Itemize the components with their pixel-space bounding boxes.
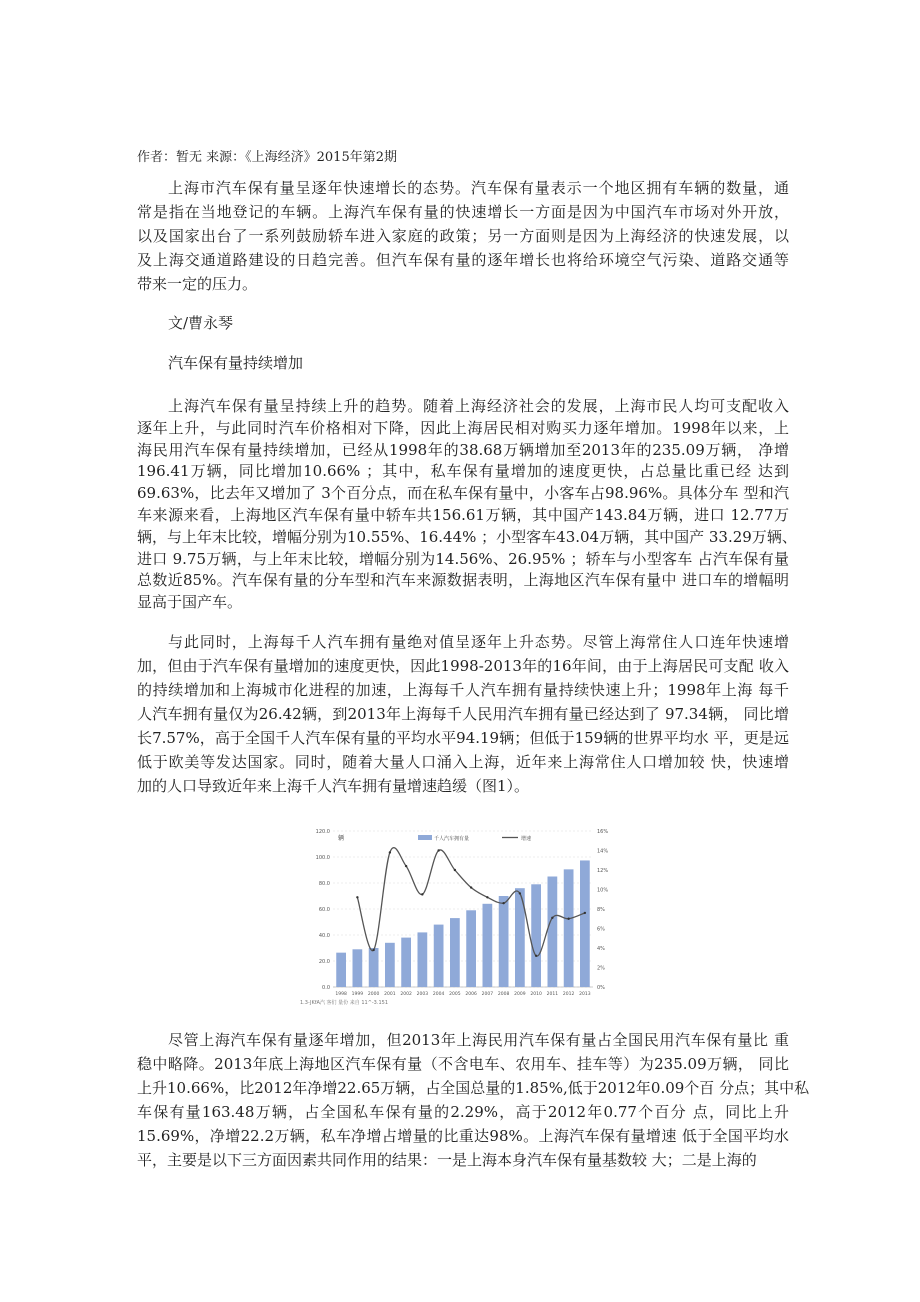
- x-tick-label: 2009: [514, 992, 526, 997]
- paragraph-share: [137, 1028, 810, 1172]
- text-line: 以及国家出台了一系列鼓励轿车进入家庭的政策；另一方面则是因为上海经济的快速发展，以: [137, 227, 789, 245]
- section-heading: 汽车保有量持续增加: [168, 354, 304, 372]
- text-line: 平，主要是以下三方面因素共同作用的结果：一是上海本身汽车保有量基数较 大；二是上海的: [137, 1151, 757, 1169]
- x-tick-label: 2013: [579, 992, 591, 997]
- text-line: 15.69%，净增22.2万辆，私车净增占增量的比重达98%。上海汽车保有量增速 低于全国平均水: [137, 1127, 789, 1145]
- text-line: 常是指在当地登记的车辆。上海汽车保有量的快速增长一方面是因为中国汽车市场对外开放，: [137, 203, 789, 221]
- article-meta: 作者：暂无 来源：《上海经济》2015年第2期: [137, 150, 397, 165]
- x-tick-label: 2000: [367, 992, 380, 997]
- paragraph-intro: [137, 176, 789, 296]
- text-line: 逐年上升，与此同时汽车价格相对下降，因此上海居民相对购买力逐年增加。1998年以来，上: [137, 418, 789, 437]
- bar-2008: [499, 896, 509, 987]
- chart-caption: 1.3-JKfA汽 客们 量份 来自 11^-3.151: [300, 1000, 388, 1006]
- text-line: 显高于国产车。: [137, 593, 243, 612]
- byline: 文/曹永琴: [168, 314, 234, 332]
- x-tick-label: 2010: [530, 992, 542, 997]
- bar-2002: [401, 938, 411, 987]
- growth-point: [470, 886, 472, 888]
- text-line: 及上海交通道路建设的日趋完善。但汽车保有量的逐年增长也将给环境空气污染、道路交通等: [137, 251, 789, 269]
- y-tick-label: 100.0: [315, 855, 330, 861]
- bar-2004: [434, 925, 444, 987]
- text-line: 低于欧美等发达国家。同时，随着大量人口涌入上海，近年来上海常住人口增加较 快，快速增: [137, 753, 789, 771]
- growth-point: [405, 865, 407, 867]
- x-tick-label: 2012: [562, 992, 575, 997]
- growth-point: [502, 902, 504, 904]
- bar-2001: [385, 943, 395, 987]
- y2-tick-label: 12%: [597, 868, 609, 874]
- growth-point: [584, 912, 586, 914]
- text-line: 车保有量163.48万辆，占全国私车保有量的2.29%，高于2012年0.77个百分 点，同比上升: [137, 1103, 789, 1121]
- y-tick-label: 120.0: [315, 829, 330, 835]
- y-tick-label: 20.0: [318, 959, 330, 965]
- text-line: 上海汽车保有量呈持续上升的趋势。随着上海经济社会的发展，上海市民人均可支配收入: [168, 397, 789, 415]
- text-line: 辆，与上年末比较，增幅分别为10.55%、16.44% ；小型客车43.04万辆，其中国产 33.29万辆、: [137, 527, 797, 546]
- text-line: 带来一定的压力。: [137, 275, 258, 293]
- y2-tick-label: 14%: [597, 848, 609, 855]
- text-line: 加的人口导致近年来上海千人汽车拥有量增速趋缓（图1）。: [137, 777, 530, 795]
- unit-label: 辆: [338, 835, 345, 842]
- y2-tick-label: 2%: [597, 965, 605, 972]
- bar-1998: [336, 953, 346, 987]
- growth-point: [372, 949, 374, 951]
- x-tick-label: 2004: [432, 992, 445, 997]
- legend-bar-swatch: [418, 835, 432, 840]
- growth-point: [437, 849, 439, 851]
- x-tick-label: 1999: [351, 992, 364, 997]
- growth-point: [356, 896, 358, 898]
- text-line: 车来源来看，上海地区汽车保有量中轿车共156.61万辆，其中国产143.84万辆，进口 12.77万: [137, 505, 789, 524]
- bar-2013: [580, 860, 590, 987]
- y2-tick-label: 0%: [597, 985, 605, 991]
- text-line: 196.41万辆，同比增加10.66% ；其中，私车保有量增加的速度更快，占总量比重已经 达到: [137, 462, 789, 481]
- growth-point: [486, 896, 488, 898]
- growth-point: [567, 918, 569, 920]
- text-line: 加，但由于汽车保有量增加的速度更快，因此1998-2013年的16年间，由于上海居民可支配 收入: [137, 657, 789, 675]
- paragraph-growth: [137, 396, 797, 614]
- bar-1999: [353, 949, 363, 987]
- y-tick-label: 80.0: [318, 881, 330, 887]
- text-line: 与此同时，上海每千人汽车拥有量绝对值呈逐年上升态势。尽管上海常住人口连年快速增: [168, 633, 789, 651]
- x-tick-label: 2003: [416, 992, 429, 997]
- bar-2003: [418, 932, 428, 987]
- y2-tick-label: 4%: [597, 946, 605, 952]
- text-line: 上升10.66%，比2012年净增22.65万辆，占全国总量的1.85%,低于2012年0.09个百 分点；其中私: [137, 1079, 810, 1097]
- text-line: 上海市汽车保有量呈逐年快速增长的态势。汽车保有量表示一个地区拥有车辆的数量，通: [168, 179, 789, 197]
- text-line: 人汽车拥有量仅为26.42辆，到2013年上海每千人民用汽车拥有量已经达到了 97.34辆， 同比增: [137, 705, 789, 723]
- y-tick-label: 0.0: [322, 985, 330, 991]
- bar-2011: [548, 877, 558, 988]
- y-tick-label: 40.0: [318, 933, 330, 939]
- x-tick-label: 2001: [384, 992, 396, 997]
- legend-line-label: 增速: [521, 836, 532, 842]
- growth-point: [389, 851, 391, 853]
- paragraph-per-thousand: [137, 630, 789, 798]
- text-line: 69.63%，比去年又增加了 3个百分点，而在私车保有量中，小客车占98.96%。具体分车 型和汽: [137, 484, 789, 503]
- legend-bar-label: 千人汽车拥有量: [434, 836, 470, 842]
- bar-2010: [531, 884, 541, 987]
- x-tick-label: 2006: [465, 992, 477, 997]
- bar-2007: [483, 904, 493, 987]
- text-line: 长7.57%，高于全国千人汽车保有量的平均水平94.19辆；但低于159辆的世界平均水 平，更是远: [137, 729, 789, 747]
- x-tick-label: 2002: [400, 992, 412, 997]
- y2-tick-label: 10%: [597, 887, 609, 894]
- growth-point: [535, 955, 537, 957]
- per-thousand-car-chart: [300, 820, 620, 1010]
- growth-point: [519, 892, 521, 894]
- text-line: 总数近85%。汽车保有量的分车型和汽车来源数据表明，上海地区汽车保有量中 进口车的增幅明: [137, 571, 789, 590]
- bar-2006: [466, 910, 476, 987]
- growth-point: [421, 893, 423, 895]
- x-tick-label: 1998: [335, 992, 347, 997]
- growth-point: [551, 917, 553, 919]
- x-tick-label: 2008: [497, 992, 510, 997]
- y2-tick-label: 6%: [597, 926, 605, 933]
- text-line: 的持续增加和上海城市化进程的加速，上海每千人汽车拥有量持续快速上升；1998年上海 每千: [137, 681, 789, 699]
- bar-2000: [369, 948, 379, 987]
- y2-tick-label: 16%: [597, 829, 609, 835]
- x-tick-label: 2011: [546, 992, 559, 997]
- growth-point: [454, 869, 456, 871]
- x-tick-label: 2007: [481, 992, 494, 997]
- text-line: 进口 9.75万辆，与上年末比较，增幅分别为14.56%、26.95% ；轿车与小型客车 占汽车保有量: [137, 549, 789, 568]
- y-tick-label: 60.0: [318, 907, 330, 913]
- y2-tick-label: 8%: [597, 907, 605, 913]
- bar-2005: [450, 918, 460, 987]
- bar-2012: [564, 869, 574, 987]
- text-line: 海民用汽车保有量持续增加，已经从1998年的38.68万辆增加至2013年的235.09万辆， 净增: [137, 440, 789, 459]
- text-line: 稳中略降。2013年底上海地区汽车保有量（不含电车、农用车、挂车等）为235.09万辆， 同比: [137, 1055, 789, 1073]
- text-line: 尽管上海汽车保有量逐年增加，但2013年上海民用汽车保有量占全国民用汽车保有量比 重: [168, 1031, 789, 1049]
- x-tick-label: 2005: [449, 992, 461, 997]
